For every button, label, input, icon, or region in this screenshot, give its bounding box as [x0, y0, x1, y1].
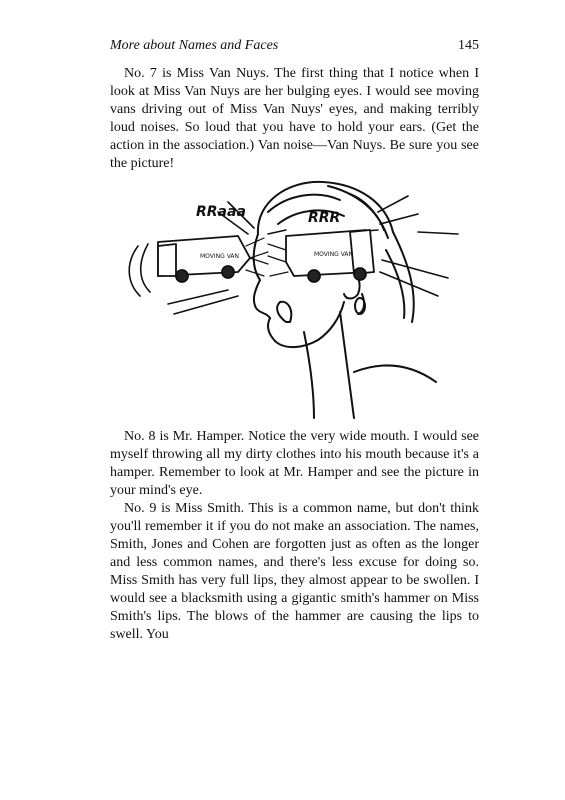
svg-text:MOVING VAN: MOVING VAN	[200, 253, 240, 260]
right-moving-van	[268, 230, 374, 282]
left-moving-van	[158, 236, 268, 282]
paragraph-smith: No. 9 is Miss Smith. This is a common name, but don't think you'll remember it if you do not make an association. The names, Smith, Jones and Cohen are forgotten just as often as the longer and less common names, and there's less excuse for doing so. Miss Smith has very full lips, they almost appear to be swollen. I would see a blacksmith using a gigantic smith's hammer on Miss Smith's lips. The blows of the hammer are causing the lips to swell. You	[110, 501, 479, 642]
left-sound-effect: RRaaa	[196, 204, 246, 220]
running-title: More about Names and Faces	[110, 38, 279, 53]
running-header	[110, 38, 479, 56]
paragraph-hamper: No. 8 is Mr. Hamper. Notice the very wide mouth. I would see myself throwing all my dirty clothes into his mouth because it's a hamper. Remember to look at Mr. Hamper and see the picture in your mind's eye.	[110, 429, 479, 498]
svg-text:MOVING VAN: MOVING VAN	[314, 251, 354, 258]
page-number: 145	[458, 38, 479, 53]
right-sound-effect: RRR	[308, 210, 341, 226]
van-nuys-illustration	[118, 172, 470, 420]
paragraph-van-nuys: No. 7 is Miss Van Nuys. The first thing that I notice when I look at Miss Van Nuys are her bulging eyes. I would see moving vans driving out of Miss Van Nuys' eyes, and making terribly loud noises. So loud that you have to hold your ears. (Get the action in the association.) Van noise—Van Nuys. Be sure you see the picture!	[110, 66, 479, 171]
